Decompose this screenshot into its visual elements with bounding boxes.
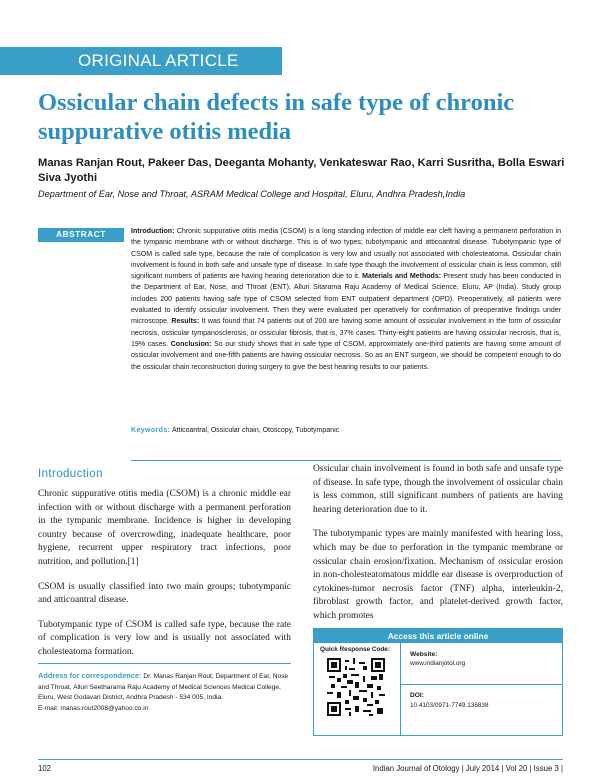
- journal-citation: Indian Journal of Otology | July 2014 | Vol 20 | Issue 3 |: [372, 764, 563, 773]
- qr-code-icon[interactable]: [327, 658, 385, 716]
- paragraph: Chronic suppurative otitis media (CSOM) is a chronic middle ear infection with or without discharge with a permanent perforation in the tympanic membrane. Incidence is higher in developing country because of overcrowding, inadequate healthcare, poor hygiene, recurrent upper respiratory tract infections, poor nutrition, and pollution.[1]: [38, 489, 291, 567]
- paragraph: The tubotympanic types are mainly manifested with hearing loss, which may be due to perforation in the tympanic membrane or ossicular chain erosion/fixation. Mechanism of ossicular erosion in non-cholesteatomatous middle ear disease is overproduction of cytokines-tumor necrosis factor (TNF) alpha, interleukin-2, fibroblast growth factor, and platelet-derived growth factor, which promotes: [313, 529, 563, 621]
- left-column: [38, 488, 291, 671]
- abstract-intro-label: Introduction:: [131, 228, 175, 235]
- doi-value[interactable]: 10.4103/0971-7749.136838: [410, 702, 489, 709]
- abstract-divider: [131, 460, 561, 461]
- qr-code-label: Quick Response Code:: [320, 646, 390, 653]
- section-heading-introduction: Introduction: [38, 468, 103, 480]
- abstract-methods: Present study has been conducted in the Department of Ear, Nose, and Throat (ENT), Alluri Sitarama Raju Academy of Medical Science, Eluru, AP (India). Study group includes 200 patients having safe type of CSOM selected from ENT outpatient department (OPD). Preoperatively, all patients were evaluated to identify ossicular involvement. Then they were evaluated per operatively for confirmation of preoperative findings under microscope.: [131, 273, 562, 326]
- website-label: Website:: [410, 651, 438, 658]
- correspondence-divider: [38, 663, 291, 664]
- page-number: 102: [38, 764, 52, 773]
- keywords-value: Atticoantral, Ossicular chain, Otoscopy, Tubotympanic: [171, 427, 340, 434]
- keywords-label: Keywords:: [131, 427, 171, 434]
- access-box-divider: [400, 643, 401, 736]
- correspondence-email[interactable]: E-mail: manas.rout2008@yahoo.co.in: [38, 705, 149, 713]
- footer-divider: [38, 759, 563, 760]
- paragraph: CSOM is usually classified into two main groups; tubotympanic and atticoantral disease.: [38, 581, 291, 606]
- abstract-intro: Chronic suppurative otitis media (CSOM) is a long standing infection of middle ear cleft having a permanent perforation in the tympanic membrane with or without discharge. This is of two types; tubotympanic and atticoantral disease. Tubotympanic type of CSOM is called safe type, because the rate of complication is very low and usually not associated with cholesteatoma. Ossicular chain involvement is found in both safe and unsafe type of disease. In safe type though the involvement of ossicular chain is less common, still significant numbers of patients are having hearing deterioration due to it.: [131, 228, 561, 281]
- access-online-box: [313, 628, 563, 736]
- right-column: [313, 463, 563, 635]
- article-type-banner: [0, 47, 282, 75]
- correspondence-block: [38, 671, 291, 715]
- author-list: Manas Ranjan Rout, Pakeer Das, Deeganta Mohanty, Venkateswar Rao, Karri Susritha, Bolla Eswari Siva Jyothi: [38, 157, 565, 184]
- article-type-label: ORIGINAL ARTICLE: [78, 51, 239, 70]
- article-title: Ossicular chain defects in safe type of chronic suppurative otitis media: [38, 89, 515, 145]
- access-box-divider: [400, 684, 563, 685]
- access-box-header: Access this article online: [314, 629, 562, 643]
- paragraph: Ossicular chain involvement is found in both safe and unsafe type of disease. In safe type, though the involvement of ossicular chain is less common, still significant numbers of patients are having hearing deterioration due to it.: [313, 464, 563, 515]
- abstract-methods-label: Materials and Methods:: [362, 273, 442, 281]
- correspondence-address: Dr. Manas Ranjan Rout, Department of Ear, Nose and Throat, Alluri Seetharama Raju Academy of Medical Sciences Medical College, Eluru, West Godavari District, Andhra Pradesh - 534 005, India.: [38, 673, 289, 702]
- correspondence-label: Address for correspondence:: [38, 671, 142, 680]
- keywords: [131, 427, 561, 434]
- abstract-results: It was found that 74 patients out of 200 are having some amount of ossicular involvement in the form of ossicular necrosis, ossicular tympanosclerosis, or ossicular fibrosis, that is, 37% cases. Thirty-eight patients are having ossicular necrosis, that is, 19% cases.: [131, 318, 561, 348]
- abstract-label: ABSTRACT: [38, 228, 124, 242]
- abstract-text: [131, 226, 561, 373]
- doi-label: DOI:: [410, 692, 424, 699]
- abstract-conclusion-label: Conclusion:: [170, 340, 212, 348]
- abstract-results-label: Results:: [171, 318, 200, 326]
- abstract-conclusion: So our study shows that in safe type of CSOM, approximately one-third patients are having some amount of ossicular involvement and one-fifth patients are having ossicular necrosis. So as an ENT surgeon, we should be competent enough to do the ossicular chain reconstruction during surgery to give the best hearing results to our patients.: [131, 340, 561, 371]
- website-link[interactable]: www.indianjotol.org: [410, 660, 466, 667]
- affiliation: Department of Ear, Nose and Throat, ASRAM Medical College and Hospital, Eluru, Andhra Pradesh,India: [38, 189, 466, 199]
- paragraph: Tubotympanic type of CSOM is called safe type, because the rate of complication is very low and is usually not associated with cholesteatoma formation.: [38, 619, 291, 657]
